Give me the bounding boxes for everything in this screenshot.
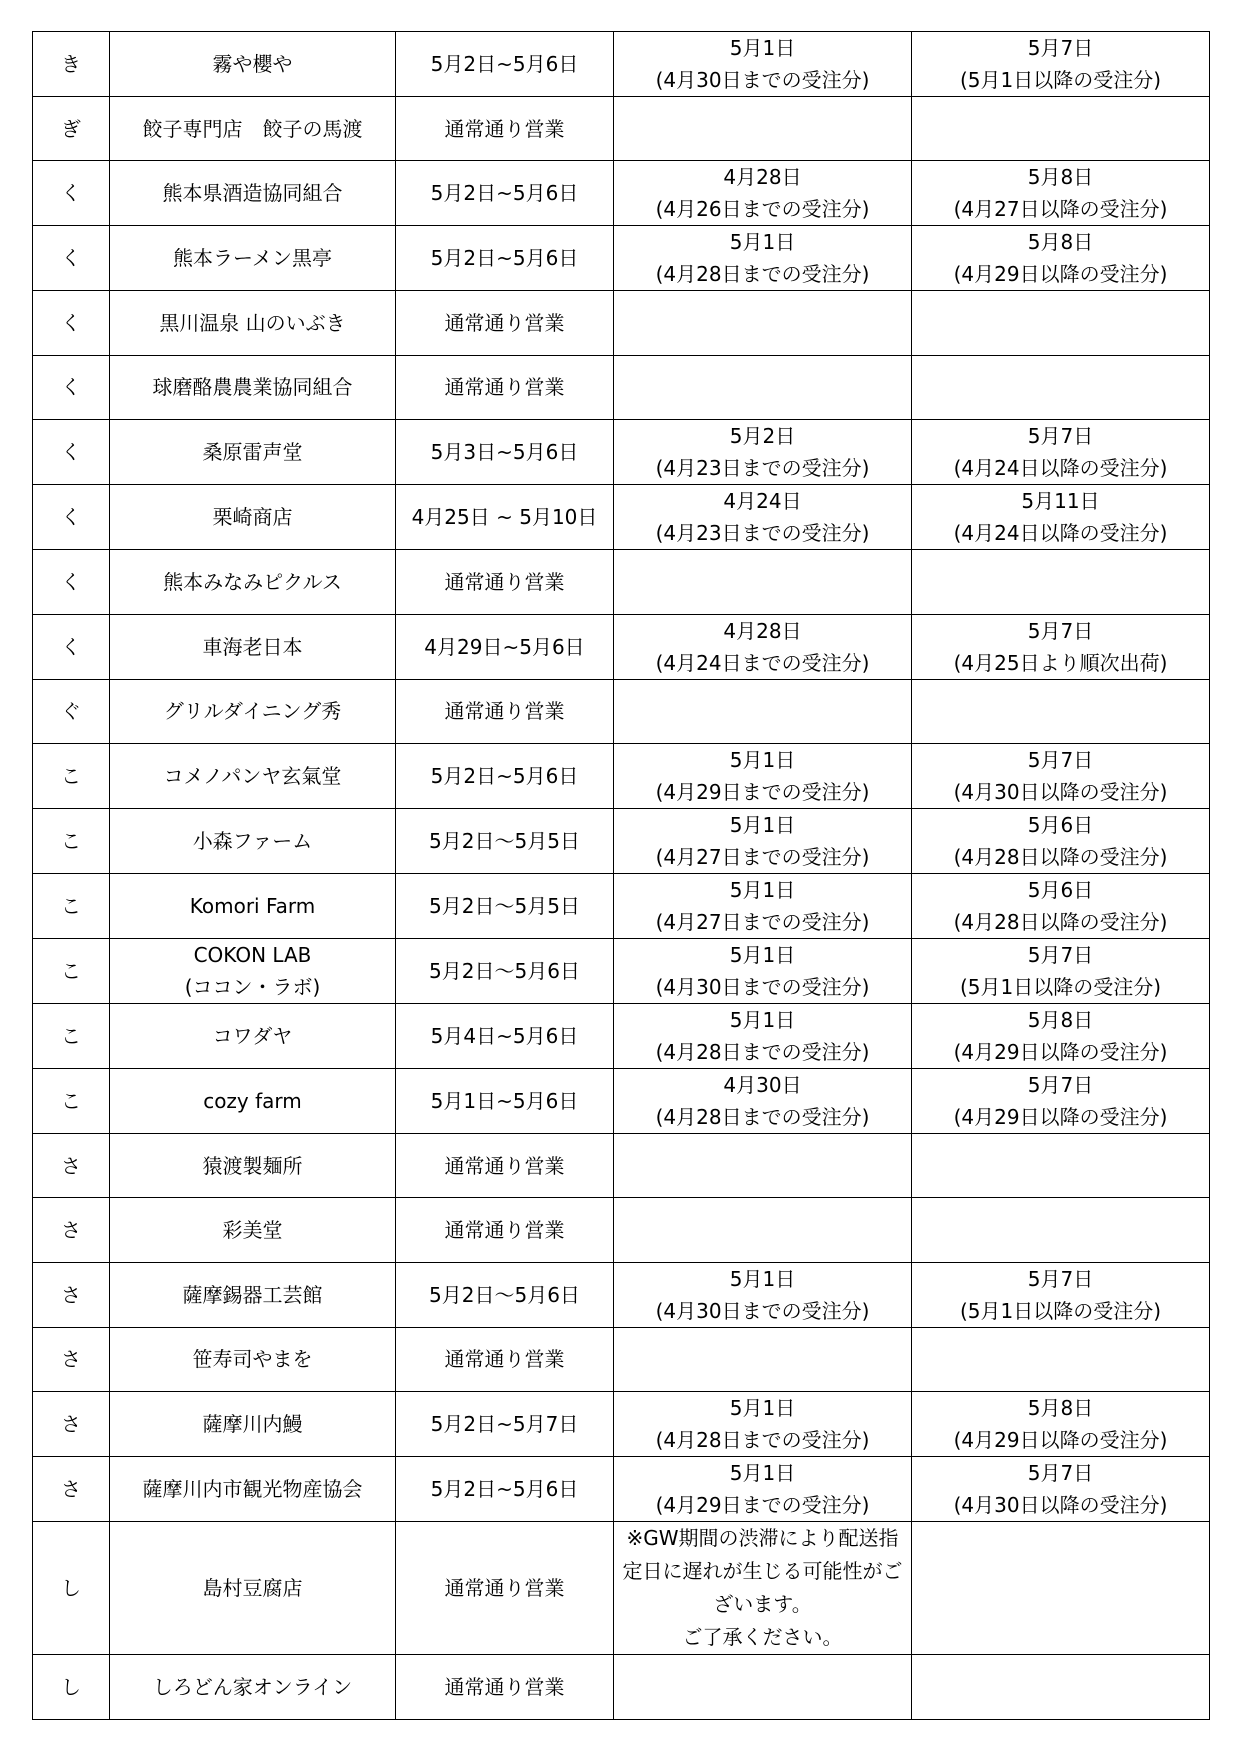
last-shipping-cell	[614, 420, 912, 485]
closed-period: 5月2日~5月6日	[430, 1477, 579, 1502]
last-shipping-cell	[614, 938, 912, 1003]
last-shipping-cell	[614, 1522, 912, 1655]
last-shipping-cell	[614, 550, 912, 614]
shop-name-cell	[110, 938, 396, 1003]
shop-name-cell	[110, 1392, 396, 1457]
last-shipping-line: (4月27日までの受注分)	[655, 844, 870, 869]
shop-name-line: 桑原雷声堂	[202, 440, 303, 465]
closed-period: 5月1日~5月6日	[430, 1088, 579, 1113]
table-row	[33, 1068, 1210, 1133]
closed-period: 通常通り営業	[444, 1576, 565, 1601]
resume-shipping-line: (4月30日以降の受注分)	[953, 1493, 1168, 1518]
resume-shipping-line: (4月24日以降の受注分)	[953, 521, 1168, 546]
last-shipping-line: 5月1日	[729, 1396, 796, 1421]
closed-period: 通常通り営業	[444, 1347, 565, 1372]
gw-schedule-table	[32, 31, 1210, 1720]
last-shipping-cell	[614, 614, 912, 679]
last-shipping-line: (4月29日までの受注分)	[655, 1493, 870, 1518]
closed-period: 通常通り営業	[444, 1153, 565, 1178]
last-shipping-cell	[614, 32, 912, 97]
schedule-body	[33, 32, 1210, 1720]
resume-shipping-line: 5月7日	[1027, 36, 1094, 60]
shop-name-cell	[110, 291, 396, 355]
last-shipping-cell	[614, 226, 912, 291]
closed-period: 5月3日~5月6日	[430, 440, 579, 465]
kana-index: く	[61, 505, 81, 530]
kana-index: さ	[61, 1282, 81, 1307]
resume-shipping-line: (4月28日以降の受注分)	[953, 844, 1168, 869]
closed-period: 通常通り営業	[444, 569, 565, 594]
last-shipping-cell	[614, 97, 912, 161]
last-shipping-line: (4月30日までの受注分)	[655, 68, 870, 92]
last-shipping-line: 5月1日	[729, 747, 796, 772]
shop-name-cell	[110, 808, 396, 873]
shop-name-cell	[110, 1522, 396, 1655]
shop-name-cell	[110, 1068, 396, 1133]
kana-index-cell	[33, 1655, 110, 1719]
kana-index-cell	[33, 1522, 110, 1655]
shop-name-line: コメノパンヤ玄氣堂	[163, 763, 342, 788]
closed-period-cell	[396, 97, 614, 161]
resume-shipping-cell	[912, 1068, 1210, 1133]
resume-shipping-cell	[912, 1262, 1210, 1327]
shop-name-cell	[110, 32, 396, 97]
closed-period-cell	[396, 1133, 614, 1197]
closed-period-cell	[396, 355, 614, 419]
resume-shipping-line: (4月28日以降の受注分)	[953, 909, 1168, 934]
kana-index-cell	[33, 614, 110, 679]
closed-period-cell	[396, 938, 614, 1003]
closed-period: 4月25日 ~ 5月10日	[411, 505, 598, 530]
last-shipping-line: 4月30日	[723, 1072, 802, 1097]
table-row	[33, 355, 1210, 419]
resume-shipping-cell	[912, 1327, 1210, 1391]
shop-name-line: 栗崎商店	[212, 505, 293, 530]
kana-index-cell	[33, 161, 110, 226]
table-row	[33, 1133, 1210, 1197]
last-shipping-line: 5月1日	[729, 877, 796, 902]
table-row	[33, 1655, 1210, 1719]
resume-shipping-cell	[912, 1522, 1210, 1655]
kana-index-cell	[33, 355, 110, 419]
resume-shipping-cell	[912, 32, 1210, 97]
closed-period: 5月2日~5月6日	[430, 52, 579, 76]
closed-period-cell	[396, 485, 614, 550]
resume-shipping-cell	[912, 1457, 1210, 1522]
last-shipping-cell	[614, 485, 912, 550]
closed-period: 5月2日～5月6日	[429, 958, 580, 983]
last-shipping-line: (4月30日までの受注分)	[655, 1298, 870, 1323]
resume-shipping-cell	[912, 1003, 1210, 1068]
closed-period: 通常通り営業	[444, 1674, 565, 1699]
shop-name-line: 島村豆腐店	[202, 1576, 303, 1601]
table-row	[33, 226, 1210, 291]
resume-shipping-line: 5月7日	[1027, 618, 1094, 643]
shop-name-cell	[110, 355, 396, 419]
resume-shipping-line: 5月8日	[1027, 165, 1094, 190]
shop-name-line: 彩美堂	[222, 1218, 283, 1243]
kana-index: ぎ	[61, 116, 81, 141]
shop-name-cell	[110, 1457, 396, 1522]
resume-shipping-line: (4月25日より順次出荷)	[953, 650, 1168, 675]
resume-shipping-cell	[912, 808, 1210, 873]
shop-name-cell	[110, 420, 396, 485]
closed-period: 通常通り営業	[444, 1218, 565, 1243]
kana-index-cell	[33, 1327, 110, 1391]
kana-index: さ	[61, 1477, 81, 1502]
table-row	[33, 873, 1210, 938]
shipping-note-line: ご了承ください。	[682, 1625, 843, 1650]
resume-shipping-line: 5月8日	[1027, 1007, 1094, 1032]
resume-shipping-cell	[912, 291, 1210, 355]
closed-period-cell	[396, 1198, 614, 1262]
closed-period-cell	[396, 873, 614, 938]
shop-name-cell	[110, 1262, 396, 1327]
shop-name-cell	[110, 679, 396, 743]
last-shipping-line: 5月1日	[729, 230, 796, 255]
closed-period: 5月2日~5月6日	[430, 763, 579, 788]
kana-index-cell	[33, 743, 110, 808]
last-shipping-line: (4月23日までの受注分)	[655, 456, 870, 481]
table-row	[33, 485, 1210, 550]
resume-shipping-cell	[912, 743, 1210, 808]
kana-index-cell	[33, 1133, 110, 1197]
closed-period-cell	[396, 1262, 614, 1327]
kana-index-cell	[33, 97, 110, 161]
closed-period-cell	[396, 161, 614, 226]
resume-shipping-line: 5月7日	[1027, 1266, 1094, 1291]
closed-period: 5月2日~5月7日	[430, 1412, 579, 1437]
resume-shipping-line: 5月7日	[1027, 424, 1094, 449]
closed-period-cell	[396, 808, 614, 873]
kana-index: こ	[61, 1088, 81, 1113]
last-shipping-cell	[614, 743, 912, 808]
shipping-note-line: ※GW期間の渋滞により配送指定日に遅れが生じる可能性がございます。	[622, 1526, 903, 1617]
table-row	[33, 1262, 1210, 1327]
resume-shipping-line: 5月7日	[1027, 747, 1094, 772]
table-row	[33, 743, 1210, 808]
shop-name-cell	[110, 1198, 396, 1262]
kana-index: こ	[61, 893, 81, 918]
resume-shipping-cell	[912, 614, 1210, 679]
last-shipping-line: (4月28日までの受注分)	[655, 1039, 870, 1064]
table-row	[33, 1327, 1210, 1391]
closed-period: 5月2日～5月5日	[429, 828, 580, 853]
resume-shipping-line: 5月8日	[1027, 1396, 1094, 1421]
last-shipping-line: 5月2日	[729, 424, 796, 449]
kana-index: さ	[61, 1347, 81, 1372]
last-shipping-cell	[614, 873, 912, 938]
resume-shipping-line: (4月30日以降の受注分)	[953, 779, 1168, 804]
resume-shipping-line: (4月29日以降の受注分)	[953, 1428, 1168, 1453]
last-shipping-cell	[614, 1133, 912, 1197]
shop-name-cell	[110, 1327, 396, 1391]
kana-index-cell	[33, 1392, 110, 1457]
last-shipping-cell	[614, 679, 912, 743]
table-row	[33, 32, 1210, 97]
resume-shipping-cell	[912, 938, 1210, 1003]
closed-period-cell	[396, 291, 614, 355]
resume-shipping-cell	[912, 873, 1210, 938]
closed-period-cell	[396, 1392, 614, 1457]
last-shipping-cell	[614, 808, 912, 873]
kana-index: し	[61, 1674, 81, 1699]
shop-name-cell	[110, 161, 396, 226]
last-shipping-line: (4月24日までの受注分)	[655, 650, 870, 675]
last-shipping-line: 5月1日	[729, 36, 796, 60]
kana-index: く	[61, 181, 81, 206]
kana-index-cell	[33, 1198, 110, 1262]
table-row	[33, 808, 1210, 873]
last-shipping-cell	[614, 1457, 912, 1522]
closed-period: 5月2日~5月6日	[430, 246, 579, 271]
closed-period-cell	[396, 1327, 614, 1391]
last-shipping-line: (4月26日までの受注分)	[655, 197, 870, 222]
last-shipping-line: 5月1日	[729, 1007, 796, 1032]
kana-index: き	[61, 52, 81, 76]
closed-period: 5月4日~5月6日	[430, 1023, 579, 1048]
closed-period-cell	[396, 743, 614, 808]
shop-name-cell	[110, 550, 396, 614]
resume-shipping-cell	[912, 679, 1210, 743]
resume-shipping-cell	[912, 1392, 1210, 1457]
kana-index-cell	[33, 808, 110, 873]
shop-name-line: 薩摩川内市観光物産協会	[142, 1477, 363, 1502]
closed-period: 通常通り営業	[444, 116, 565, 141]
resume-shipping-line: 5月6日	[1027, 812, 1094, 837]
resume-shipping-line: 5月6日	[1027, 877, 1094, 902]
kana-index-cell	[33, 550, 110, 614]
last-shipping-line: (4月28日までの受注分)	[655, 262, 870, 287]
last-shipping-cell	[614, 1068, 912, 1133]
closed-period-cell	[396, 1068, 614, 1133]
shop-name-line: 車海老日本	[202, 634, 303, 659]
resume-shipping-line: (4月24日以降の受注分)	[953, 456, 1168, 481]
resume-shipping-line: (5月1日以降の受注分)	[959, 68, 1162, 92]
shop-name-line: 薩摩川内鰻	[202, 1412, 303, 1437]
resume-shipping-line: 5月7日	[1027, 1072, 1094, 1097]
shop-name-line: 猿渡製麺所	[202, 1153, 303, 1178]
kana-index-cell	[33, 938, 110, 1003]
last-shipping-line: (4月30日までの受注分)	[655, 974, 870, 999]
shop-name-cell	[110, 1133, 396, 1197]
table-row	[33, 161, 1210, 226]
kana-index: ぐ	[61, 699, 81, 724]
last-shipping-line: (4月27日までの受注分)	[655, 909, 870, 934]
last-shipping-line: 5月1日	[729, 1461, 796, 1486]
shop-name-line: 熊本みなみピクルス	[163, 569, 342, 594]
closed-period-cell	[396, 550, 614, 614]
shop-name-cell	[110, 97, 396, 161]
last-shipping-line: 4月28日	[723, 165, 802, 190]
shop-name-line: 球磨酪農農業協同組合	[152, 375, 353, 400]
table-row	[33, 420, 1210, 485]
kana-index: く	[61, 440, 81, 465]
last-shipping-line: 5月1日	[729, 1266, 796, 1291]
kana-index-cell	[33, 291, 110, 355]
shop-name-line: cozy farm	[203, 1088, 302, 1113]
resume-shipping-line: (4月29日以降の受注分)	[953, 1104, 1168, 1129]
kana-index-cell	[33, 1003, 110, 1068]
table-row	[33, 938, 1210, 1003]
shop-name-line: 霧や櫻や	[212, 52, 293, 76]
last-shipping-line: 4月28日	[723, 618, 802, 643]
shop-name-line: 笹寿司やまを	[192, 1347, 313, 1372]
shop-name-line: しろどん家オンライン	[152, 1674, 353, 1699]
closed-period-cell	[396, 679, 614, 743]
resume-shipping-line: (4月27日以降の受注分)	[953, 197, 1168, 222]
resume-shipping-cell	[912, 97, 1210, 161]
last-shipping-line: (4月23日までの受注分)	[655, 521, 870, 546]
shop-name-line: 薩摩錫器工芸館	[182, 1282, 323, 1307]
resume-shipping-cell	[912, 1655, 1210, 1719]
kana-index: さ	[61, 1218, 81, 1243]
kana-index: こ	[61, 828, 81, 853]
resume-shipping-cell	[912, 1133, 1210, 1197]
kana-index-cell	[33, 1457, 110, 1522]
closed-period-cell	[396, 420, 614, 485]
last-shipping-cell	[614, 1198, 912, 1262]
shop-name-line: 熊本ラーメン黒亭	[173, 246, 332, 271]
last-shipping-cell	[614, 1392, 912, 1457]
kana-index: こ	[61, 763, 81, 788]
resume-shipping-cell	[912, 1198, 1210, 1262]
table-row	[33, 1457, 1210, 1522]
closed-period-cell	[396, 1522, 614, 1655]
last-shipping-cell	[614, 291, 912, 355]
last-shipping-line: (4月28日までの受注分)	[655, 1104, 870, 1129]
resume-shipping-line: 5月7日	[1027, 942, 1094, 967]
kana-index-cell	[33, 679, 110, 743]
kana-index-cell	[33, 485, 110, 550]
shop-name-line: 小森ファーム	[192, 828, 313, 853]
closed-period: 5月2日～5月6日	[429, 1282, 580, 1307]
last-shipping-line: 5月1日	[729, 942, 796, 967]
resume-shipping-line: (4月29日以降の受注分)	[953, 262, 1168, 287]
resume-shipping-cell	[912, 226, 1210, 291]
last-shipping-line: 5月1日	[729, 812, 796, 837]
closed-period: 5月2日~5月6日	[430, 181, 579, 206]
shop-name-cell	[110, 485, 396, 550]
table-row	[33, 550, 1210, 614]
kana-index: く	[61, 246, 81, 271]
kana-index-cell	[33, 1262, 110, 1327]
closed-period-cell	[396, 614, 614, 679]
kana-index: く	[61, 375, 81, 400]
kana-index-cell	[33, 420, 110, 485]
kana-index-cell	[33, 873, 110, 938]
kana-index: こ	[61, 1023, 81, 1048]
table-row	[33, 1003, 1210, 1068]
kana-index: こ	[61, 958, 81, 983]
kana-index: く	[61, 634, 81, 659]
shop-name-line: Komori Farm	[189, 893, 316, 918]
last-shipping-cell	[614, 1262, 912, 1327]
closed-period-cell	[396, 1457, 614, 1522]
kana-index-cell	[33, 32, 110, 97]
shop-name-cell	[110, 873, 396, 938]
closed-period-cell	[396, 1655, 614, 1719]
kana-index: さ	[61, 1153, 81, 1178]
shop-name-cell	[110, 1655, 396, 1719]
resume-shipping-line: 5月7日	[1027, 1461, 1094, 1486]
shop-name-line: 黒川温泉 山のいぶき	[159, 311, 346, 336]
closed-period-cell	[396, 32, 614, 97]
last-shipping-cell	[614, 1003, 912, 1068]
last-shipping-line: (4月29日までの受注分)	[655, 779, 870, 804]
table-row	[33, 97, 1210, 161]
resume-shipping-cell	[912, 161, 1210, 226]
table-row	[33, 1392, 1210, 1457]
last-shipping-cell	[614, 1655, 912, 1719]
shop-name-cell	[110, 1003, 396, 1068]
last-shipping-cell	[614, 355, 912, 419]
last-shipping-cell	[614, 1327, 912, 1391]
resume-shipping-cell	[912, 485, 1210, 550]
kana-index: く	[61, 311, 81, 336]
closed-period-cell	[396, 226, 614, 291]
shop-name-cell	[110, 226, 396, 291]
shop-name-line: COKON LAB	[193, 942, 312, 967]
last-shipping-cell	[614, 161, 912, 226]
table-row	[33, 1522, 1210, 1655]
shop-name-line: コワダヤ	[212, 1023, 293, 1048]
shop-name-line: グリルダイニング秀	[163, 699, 342, 724]
closed-period: 通常通り営業	[444, 311, 565, 336]
resume-shipping-line: (5月1日以降の受注分)	[959, 1298, 1162, 1323]
resume-shipping-line: (4月29日以降の受注分)	[953, 1039, 1168, 1064]
closed-period: 通常通り営業	[444, 699, 565, 724]
resume-shipping-cell	[912, 550, 1210, 614]
last-shipping-line: 4月24日	[723, 489, 802, 514]
resume-shipping-cell	[912, 355, 1210, 419]
closed-period: 5月2日～5月5日	[429, 893, 580, 918]
kana-index: し	[61, 1576, 81, 1601]
kana-index-cell	[33, 1068, 110, 1133]
closed-period: 通常通り営業	[444, 375, 565, 400]
shop-name-cell	[110, 614, 396, 679]
closed-period-cell	[396, 1003, 614, 1068]
last-shipping-line: (4月28日までの受注分)	[655, 1428, 870, 1453]
resume-shipping-line: 5月11日	[1021, 489, 1100, 514]
shop-name-cell	[110, 743, 396, 808]
shop-name-line: 餃子専門店 餃子の馬渡	[142, 116, 363, 141]
kana-index: さ	[61, 1412, 81, 1437]
table-row	[33, 679, 1210, 743]
shop-name-line: 熊本県酒造協同組合	[162, 181, 343, 206]
resume-shipping-cell	[912, 420, 1210, 485]
kana-index-cell	[33, 226, 110, 291]
closed-period: 4月29日~5月6日	[424, 634, 585, 659]
table-row	[33, 1198, 1210, 1262]
kana-index: く	[61, 569, 81, 594]
table-row	[33, 291, 1210, 355]
shop-name-line: (ココン・ラボ)	[184, 974, 321, 999]
table-row	[33, 614, 1210, 679]
resume-shipping-line: 5月8日	[1027, 230, 1094, 255]
resume-shipping-line: (5月1日以降の受注分)	[959, 974, 1162, 999]
